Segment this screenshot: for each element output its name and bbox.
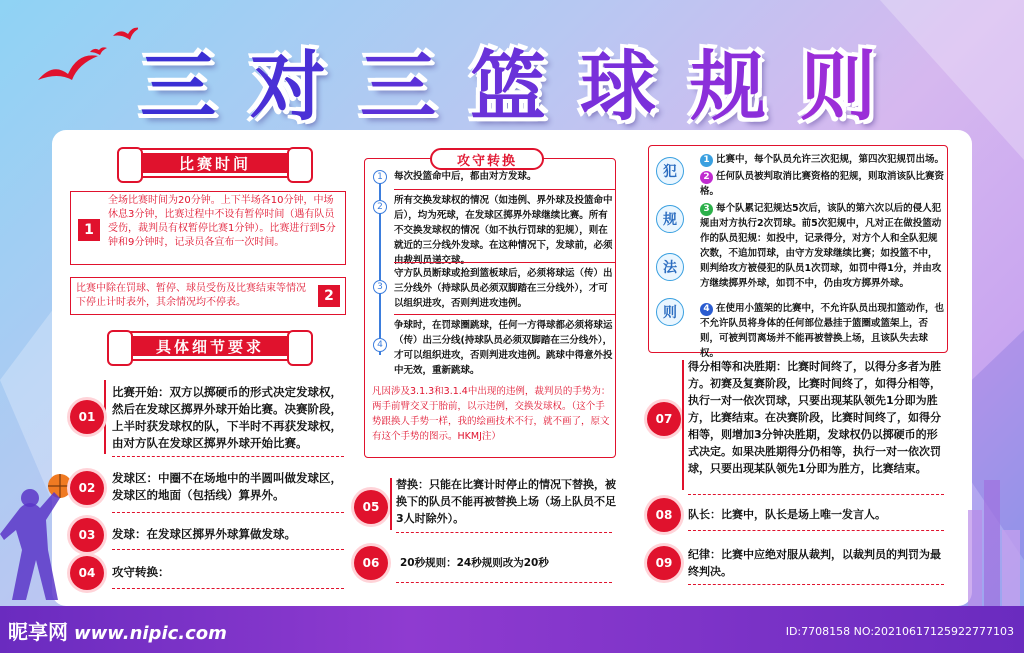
foul-text: 在使用小篮架的比赛中，不允许队员出现扣篮动作，也不允许队员将身体的任何部位悬挂于篮圈或篮架上，否则，可被判罚离场并不能再被替换上场，且该队失去球权。 bbox=[700, 303, 945, 359]
foul-number: 2 bbox=[700, 171, 713, 184]
foul-char: 规 bbox=[656, 205, 684, 233]
item-02-text: 发球区：中圈不在场地中的半圆叫做发球区，发球区的地面（包括线）算界外。 bbox=[112, 471, 342, 502]
foul-rule-1 bbox=[700, 152, 944, 167]
item-08-text: 队长：比赛中，队长是场上唯一发言人。 bbox=[688, 508, 886, 521]
item-05-divider bbox=[396, 532, 612, 533]
item-04-text: 攻守转换： bbox=[112, 565, 170, 579]
foul-rule-2 bbox=[700, 169, 944, 199]
foul-number: 3 bbox=[700, 203, 713, 216]
item-02-divider bbox=[112, 512, 344, 513]
offense-divider bbox=[394, 262, 616, 263]
item-01-text: 比赛开始：双方以掷硬币的形式决定发球权，然后在发球区掷界外球开始比赛。决赛阶段，上半时获发球权的队，下半时不再获发球权，由对方队在发球区掷界外球开始比赛。 bbox=[112, 385, 342, 450]
basketball-player-icon bbox=[0, 468, 80, 608]
offense-point-2: 所有交换发球权的情况（如违例、界外球及投篮命中后），均为死球，在发球区掷界外球继续比赛。所有不交换发球权的情况（如不执行罚球的犯规），则在就近的三分线外发球。在这种情况下，发球前，必须由裁判员递交球。 bbox=[394, 195, 613, 266]
foul-rule-3 bbox=[700, 201, 944, 291]
item-06-text: 20秒规则：24秒规则改为20秒 bbox=[400, 557, 549, 569]
item-04-number: 04 bbox=[70, 556, 104, 590]
item-05-text: 替换：只能在比赛计时停止的情况下替换，被换下的队员不能再被替换上场（场上队员不足3人时除外）。 bbox=[396, 478, 616, 525]
timeline-node: 4 bbox=[373, 338, 387, 352]
offense-divider bbox=[394, 314, 616, 315]
foul-char: 法 bbox=[656, 253, 684, 281]
timeline-node: 1 bbox=[373, 170, 387, 184]
foul-char: 则 bbox=[656, 298, 684, 326]
watermark-site: www.nipic.com bbox=[74, 623, 227, 644]
item-03-text: 发球：在发球区掷界外球算做发球。 bbox=[112, 527, 296, 541]
title-char: 球 bbox=[580, 41, 660, 131]
item-01-number: 01 bbox=[70, 400, 104, 434]
time-box-1-text: 全场比赛时间为20分钟。上下半场各10分钟，中场休息3分钟，比赛过程中不设有暂停时间（遇有队员受伤，裁判员有权暂停比赛1分钟）。比赛进行到5分钟和9分钟时，记录员各宣布一次时间。 bbox=[108, 195, 336, 248]
foul-number: 4 bbox=[700, 303, 713, 316]
banner-label: 具体细节要求 bbox=[155, 337, 264, 356]
item-08-number: 08 bbox=[647, 498, 681, 532]
timeline-node: 3 bbox=[373, 280, 387, 294]
foul-rule-4 bbox=[700, 301, 944, 361]
time-box-2-text: 比赛中除在罚球、暂停、球员受伤及比赛结束等情况下停止计时表外，其余情况均不停表。 bbox=[76, 283, 306, 308]
item-01-bar bbox=[104, 380, 106, 454]
item-06-divider bbox=[396, 582, 612, 583]
title-char: 三 bbox=[360, 41, 440, 131]
item-04-divider bbox=[112, 588, 344, 589]
item-07-text: 得分相等和决胜期：比赛时间终了，以得分多者为胜方。初赛及复赛阶段，比赛时间终了，如得分相等，执行一对一依次罚球，只要出现某队领先1分即为胜方，比赛结束。在决赛阶段，比赛时间终了，如得分相等，则增加3分钟决胜期，发球权仍以掷硬币的形式决定。如果决胜期得分仍相等，执行一对一依次罚球，只要出现某队领先1分即为胜方，比赛结束。 bbox=[688, 360, 941, 475]
foul-text: 任何队员被判取消比赛资格的犯规，则取消该队比赛资格。 bbox=[700, 171, 945, 197]
item-07-divider bbox=[688, 494, 944, 495]
time-box-1-number: 1 bbox=[78, 219, 100, 241]
watermark-id: ID:7708158 NO:20210617125922777103 bbox=[785, 625, 1014, 638]
item-09-number: 09 bbox=[647, 546, 681, 580]
item-07-number: 07 bbox=[647, 402, 681, 436]
gesture-note: 凡因涉及3.1.3和3.1.4中出现的违例，裁判员的手势为：两手前臂交叉于胎前，以示违例，交换发球权。（这个手势跟换人手势一样，我的绘画技术不行，就不画了，原文有这个手势的图示。HKMJ注） bbox=[372, 386, 611, 442]
item-09-text: 纪律：比赛中应绝对服从裁判，以裁判员的判罚为最终判决。 bbox=[688, 548, 941, 578]
offense-point-1: 每次投篮命中后，都由对方发球。 bbox=[394, 171, 537, 182]
item-06-number: 06 bbox=[354, 546, 388, 580]
birds-icon bbox=[28, 22, 138, 92]
offense-point-3: 守方队员断球或抢到篮板球后，必须将球运（传）出三分线外（持球队员必须双脚踏在三分线外），才可以组织进攻，否则判进攻违例。 bbox=[394, 268, 613, 309]
item-05-number: 05 bbox=[354, 490, 388, 524]
item-07-bar bbox=[682, 360, 684, 490]
foul-char: 犯 bbox=[656, 157, 684, 185]
title-char: 对 bbox=[250, 41, 330, 131]
foul-text: 比赛中，每个队员允许三次犯规，第四次犯规罚出场。 bbox=[716, 154, 945, 165]
banner-label: 比赛时间 bbox=[178, 154, 251, 173]
title-char: 规 bbox=[690, 41, 770, 131]
time-box-2-number: 2 bbox=[318, 285, 340, 307]
page-title bbox=[140, 30, 880, 130]
title-char: 篮 bbox=[470, 41, 550, 131]
item-03-divider bbox=[112, 549, 344, 550]
item-03-number: 03 bbox=[70, 518, 104, 552]
item-05-bar bbox=[390, 478, 392, 530]
timeline-node: 2 bbox=[373, 200, 387, 214]
city-skyline-icon bbox=[964, 470, 1024, 610]
offense-point-4: 争球时，在罚球圈跳球，任何一方得球都必须将球运（传）出三分线(持球队员必须双脚踏在三分线外），才可以组织进攻，否则判进攻违例。跳球中得意外投中无效，重新跳球。 bbox=[394, 320, 613, 376]
watermark-brand bbox=[8, 616, 227, 645]
offense-divider bbox=[394, 189, 616, 190]
item-08-divider bbox=[688, 530, 944, 531]
foul-number: 1 bbox=[700, 154, 713, 167]
offense-defense-heading: 攻守转换 bbox=[430, 148, 544, 170]
banner-detail-requirements bbox=[130, 333, 290, 359]
item-01-divider bbox=[112, 456, 344, 457]
watermark-brand-name: 昵享网 bbox=[8, 620, 68, 644]
item-09-divider bbox=[688, 584, 944, 585]
title-char: 则 bbox=[800, 41, 880, 131]
title-char: 三 bbox=[140, 41, 220, 131]
foul-text: 每个队累记犯规达5次后，该队的第六次以后的侵人犯规由对方执行2次罚球。前5次犯规中，凡对正在做投篮动作的队员犯规：如投中，记录得分，对方个人和全队犯规次数，不追加罚球，由守方发球继续比赛；如投篮不中，则判给攻方被侵犯的队员1次罚球，如罚中得1分，并由攻方继续掷界外球，如罚不中，仍由攻方掷界外球。 bbox=[700, 203, 942, 289]
banner-match-time bbox=[140, 150, 290, 176]
item-02-number: 02 bbox=[70, 471, 104, 505]
